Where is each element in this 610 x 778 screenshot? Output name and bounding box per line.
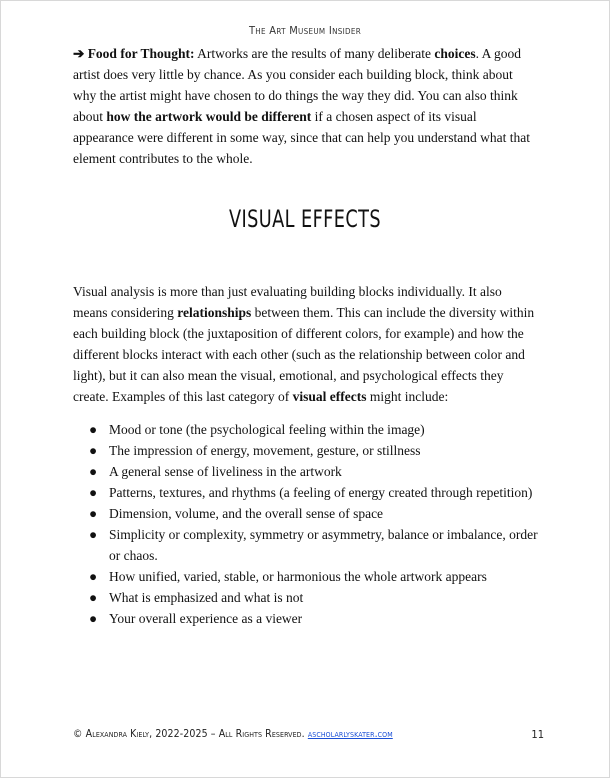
food-for-thought-paragraph (73, 43, 539, 169)
bullet-icon: ● (89, 527, 98, 542)
list-item-text: Dimension, volume, and the overall sense of space (109, 506, 384, 521)
list-item (89, 482, 539, 503)
list-item (89, 503, 539, 524)
food-bold-different: how the artwork would be different (106, 109, 312, 124)
list-item (89, 461, 539, 482)
food-bold-choices: choices (434, 46, 476, 61)
list-item-text: What is emphasized and what is not (109, 590, 304, 605)
list-item (89, 524, 539, 566)
list-item (89, 608, 539, 629)
list-item-text: Mood or tone (the psychological feeling within the image) (109, 422, 425, 437)
footer-copyright (73, 728, 393, 740)
list-item-text: Simplicity or complexity, symmetry or asymmetry, balance or imbalance, order or chaos. (109, 527, 538, 563)
food-for-thought-label: Food for Thought: (87, 46, 195, 61)
intro-text-3: might include: (366, 389, 449, 404)
list-item-text: Your overall experience as a viewer (109, 611, 303, 626)
visual-effects-list (89, 419, 539, 629)
food-text-1: Artworks are the results of many deliberate (194, 46, 435, 61)
list-item (89, 587, 539, 608)
list-item (89, 440, 539, 461)
list-item-text: A general sense of liveliness in the artwork (109, 464, 342, 479)
bullet-icon: ● (89, 422, 98, 437)
arrow-icon: ➔ (73, 46, 85, 61)
list-item (89, 419, 539, 440)
section-heading: VISUAL EFFECTS (228, 205, 382, 233)
website-link[interactable]: ascholarlyskater.com (307, 728, 393, 740)
bullet-icon: ● (89, 443, 98, 458)
list-item (89, 566, 539, 587)
running-header: The Art Museum Insider (248, 24, 362, 37)
bullet-icon: ● (89, 485, 98, 500)
list-item-text: The impression of energy, movement, gesture, or stillness (109, 443, 421, 458)
intro-bold-visual-effects: visual effects (292, 389, 367, 404)
page-number: 11 (531, 728, 544, 741)
list-item-text: How unified, varied, stable, or harmonious the whole artwork appears (109, 569, 487, 584)
food-text-2: . A good artist does very little by chance. As you consider each building block, think about why the artist might have chosen to do things the way they did. You can also think about (73, 46, 522, 124)
intro-text-2: between them. This can include the diversity within each building block (the juxtaposition of different colors, for example) and how the different blocks interact with each other (such as the relationship between color and light), but it can also mean the visual, emotional, and psychological effects they create. Examples of this last category of (73, 305, 535, 404)
bullet-icon: ● (89, 464, 98, 479)
list-item-text: Patterns, textures, and rhythms (a feeling of energy created through repetition) (109, 485, 533, 500)
intro-bold-relationships: relationships (177, 305, 252, 320)
bullet-icon: ● (89, 506, 98, 521)
copyright-text: © Alexandra Kiely, 2022-2025 – All Rights Reserved. (73, 728, 308, 740)
food-text-3: if a chosen aspect of its visual appearance were different in some way, since that can help you understand what that element contributes to the whole. (73, 109, 530, 166)
bullet-icon: ● (89, 611, 98, 626)
intro-text-1: Visual analysis is more than just evaluating building blocks individually. It also means considering (73, 284, 502, 320)
bullet-icon: ● (89, 569, 98, 584)
bullet-icon: ● (89, 590, 98, 605)
intro-paragraph (73, 281, 539, 407)
